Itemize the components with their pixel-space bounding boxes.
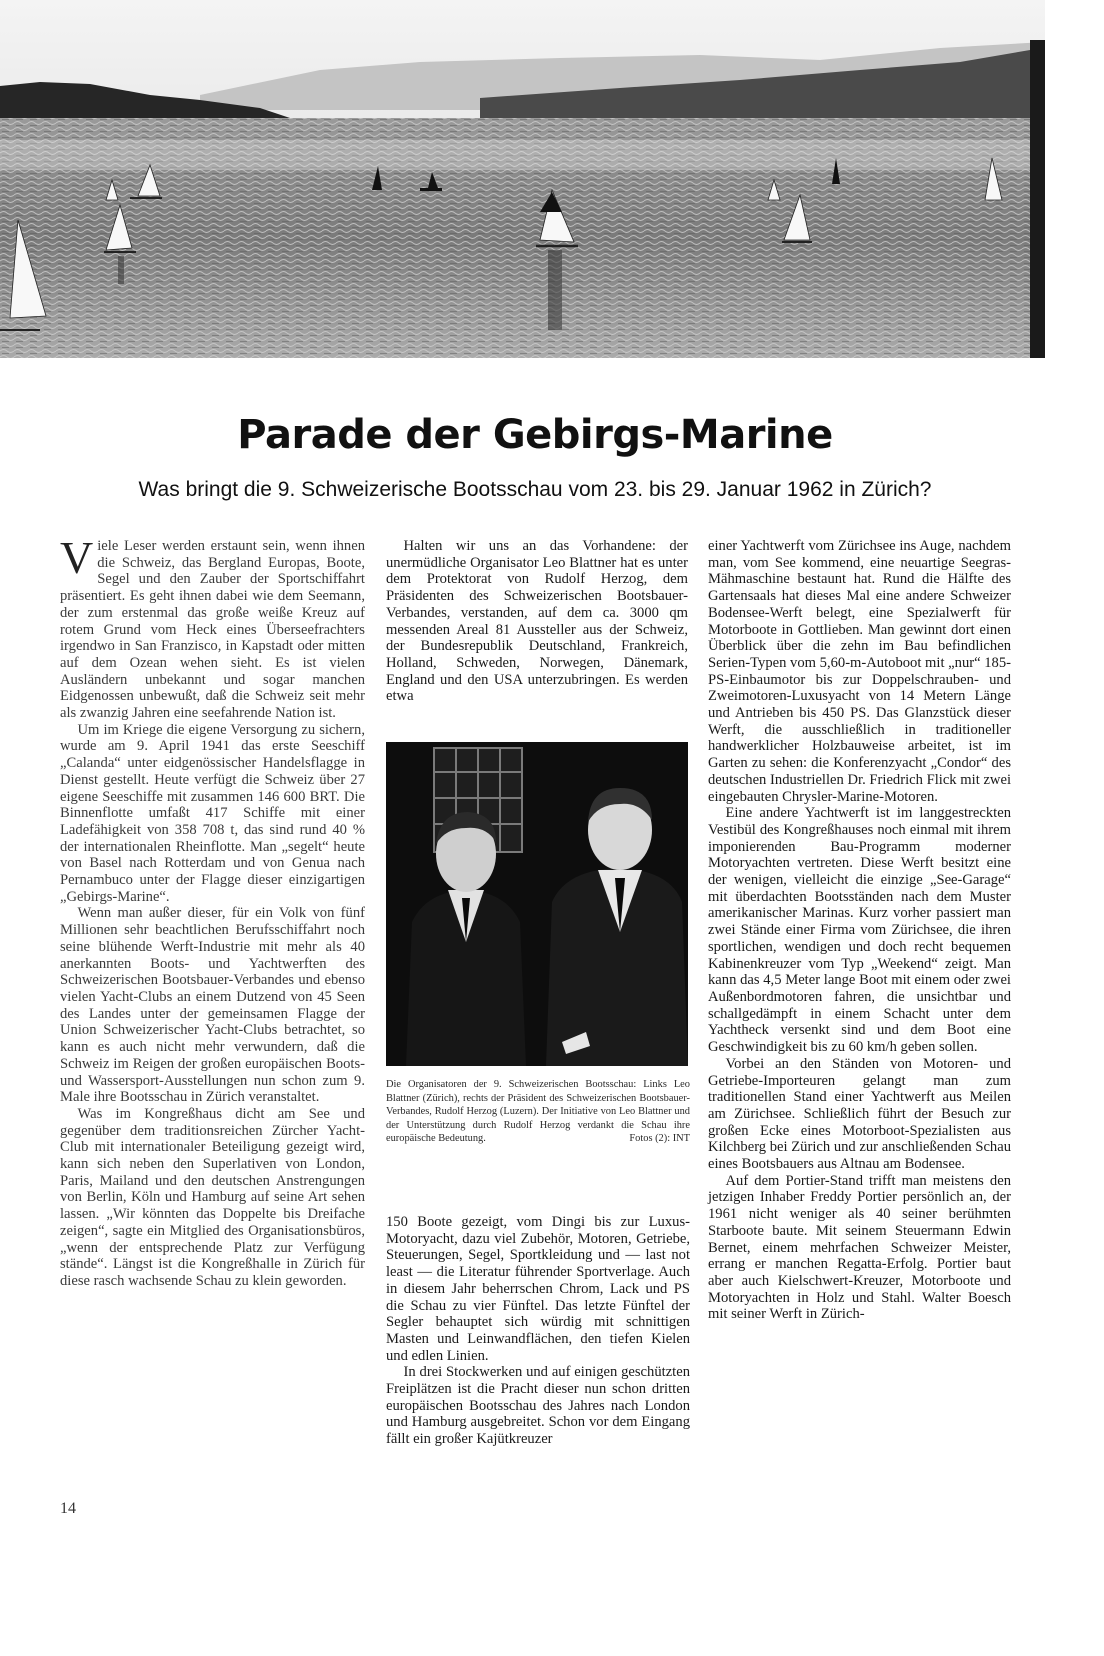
paragraph: einer Yachtwerft vom Zürichsee ins Auge, nachdem man, vom See kommend, eine neuartige Seegras-Mähmaschine bestaunt hat. Rund die Hälfte des Gartensaals hat dieses Mal eine andere Schweizer Bodensee-Werft belegt, eine Spezialwerft für Motorboote in Gottlieben. Man gewinnt dort einen Überblick über die zehn im Bau befindlichen Serien-Typen vom 5,60-m-Autoboot mit „nur“ 185-PS-Einbaumotor bis zur Doppelschrauben- und Zweimotoren-Luxusyacht von 14 Metern Länge und Antrieben bis 450 PS. Das Glanzstück dieser Werft, die ausschließlich in traditioneller handwerklicher Holzbauweise arbeitet, ist im Garten zu sehen: die Konferenzyacht „Condor“ des deutschen Industriellen Dr. Friedrich Flick mit zwei eingebauten Chrysler-Marine-Motoren. bbox=[708, 538, 1011, 805]
organizers-photo bbox=[386, 742, 688, 1066]
photo-caption: Die Organisatoren der 9. Schweizerischen Bootsschau: Links Leo Blattner (Zürich), rechts der Präsident des Schweizerischen Bootsbauer-Verbandes, Rudolf Herzog (Luzern). Der Initiative von Leo Blattner und der Unterstützung durch Rudolf Herzog verdankt die Schau ihre europäische Bedeutung. Fotos (2): INT bbox=[386, 1079, 690, 1145]
headline: Parade der Gebirgs-Marine bbox=[237, 412, 833, 458]
paragraph: Wenn man außer dieser, für ein Volk von fünf Millionen sehr beachtlichen Berufsschiffahrt noch seine blühende Werft-Industrie mit mehr als 40 anerkannten Boots- und Yachtwerften des Schweizerischen Bootsbauer-Verbandes und ebenso vielen Yacht-Clubs an einem Dutzend von 45 Seen des Landes unter der gemeinsamen Flagge der Union Schweizerischer Yacht-Clubs betrachtet, so kann es auch nicht mehr verwundern, daß die Schweiz im Reigen der großen europäischen Boots- und Wassersport-Ausstellungen nun schon zum 9. Male ihre Bootsschau in Zürich veranstaltet. bbox=[60, 905, 365, 1106]
lake-sailboats-photo bbox=[0, 0, 1045, 358]
article-column-3 bbox=[708, 538, 1011, 1323]
article-column-2-bottom bbox=[386, 1214, 690, 1448]
paragraph: Vorbei an den Ständen von Motoren- und Getriebe-Importeuren gelangt man zum traditionellen Stand einer Yachtwerft aus Meilen am Zürichsee. Schließlich führt der Besuch zur großen Ecke eines Motorboot-Spezialisten aus Kilchberg bei Zürich und zur anschließenden Schau eines Bootsbauers aus Altnau am Bodensee. bbox=[708, 1055, 1011, 1173]
photo-credit: Fotos (2): INT bbox=[629, 1133, 690, 1145]
paragraph: Halten wir uns an das Vorhandene: der unermüdliche Organisator Leo Blattner hat es unter dem Protektorat von Rudolf Herzog, dem Präsidenten des Schweizerischen Bootsbauer-Verbandes, verstanden, auf dem ca. 3000 qm messenden Areal 81 Aussteller aus der Schweiz, der Bundesrepublik Deutschland, Frankreich, Holland, Schweden, Norwegen, Dänemark, England und den USA unterzubringen. Es werden etwa bbox=[386, 538, 688, 705]
paragraph: Was im Kongreßhaus dicht am See und gegenüber dem traditionsreichen Zürcher Yacht-Club mit internationaler Beteiligung gezeigt wird, kann sich neben den Superlativen von London, Paris, Mailand und den deutschen Anstrengungen von Berlin, Köln und Hamburg auf seine Art sehen lassen. „Wir könnten das Doppelte bis Dreifache zeigen“, sagte ein Mitglied des Organisationsbüros, „wenn der entsprechende Platz zur Verfügung stände“. Längst ist die Kongreßhalle in Zürich für diese rasch wachsende Schau zu klein geworden. bbox=[60, 1105, 365, 1289]
article-column-2-top bbox=[386, 538, 688, 705]
paragraph: Viele Leser werden erstaunt sein, wenn ihnen die Schweiz, das Bergland Europas, Boote, Segel und den Zauber der Sportschiffahrt präsentiert. Es geht ihnen dabei wie dem Seemann, der zum erstenmal das große weiße Kreuz auf rotem Grund vom Heck eines Überseefrachters irgendwo in San Franzisco, in Kapstadt oder mitten auf dem Ozean wehen sieht. Es ist vielen Ausländern unbekannt und sogar manchen Eidgenossen unbewußt, daß die Schweiz seit mehr als zwanzig Jahren eine seefahrende Nation ist. bbox=[60, 532, 365, 722]
paragraph: Um im Kriege die eigene Versorgung zu sichern, wurde am 9. April 1941 das erste Seeschiff „Calanda“ unter eidgenössischer Handelsflagge in Dienst gestellt. Heute verfügt die Schweiz über 27 eigene Seeschiffe mit zusammen 146 600 BRT. Die Binnenflotte umfaßt 417 Schiffe mit einer Ladefähigkeit von 358 708 t, das sind rund 40 % der internationalen Rheinflotte. Man „segelt“ heute von Basel nach Rotterdam und von Genua nach Pernambuco unter der Flagge dieser einzigartigen „Gebirgs-Marine“. bbox=[60, 721, 365, 905]
paragraph: 150 Boote gezeigt, vom Dingi bis zur Luxus-Motoryacht, dazu viel Zubehör, Motoren, Getriebe, Steuerungen, Segel, Sportkleidung und — last not least — die Literatur führender Sportverlage. Auch in diesem Jahr beherrschen Chrom, Lack und PS die Schau zu vier Fünftel. Das letzte Fünftel der Segler behauptet sich würdig mit schnittigen Masten und Leinwandflächen, den tiefen Kielen und edlen Linien. bbox=[386, 1214, 690, 1364]
paragraph: In drei Stockwerken und auf einigen geschützten Freiplätzen ist die Pracht dieser nun schon dritten europäischen Bootsschau des Jahres nach London und Hamburg ausgebreitet. Schon vor dem Eingang fällt ein großer Kajütkreuzer bbox=[386, 1364, 690, 1448]
subheadline: Was bringt die 9. Schweizerische Bootsschau vom 23. bis 29. Januar 1962 in Zürich? bbox=[138, 478, 932, 501]
paragraph: Eine andere Yachtwerft ist im langgestreckten Vestibül des Kongreßhauses noch einmal mit ihrem imponierenden Bau-Programm moderner Motoryachten vertreten. Diese Werft besitzt eine der wenigen, vielleicht die einzige „See-Garage“ mit überdachten Bootsständen nach dem Muster amerikanischer Marinas. Kurz vorher passiert man zwei Stände einer Firma vom Zürichsee, die ihren sportlichen, wendigen und doch recht bequemen Kabinenkreuzer vom Typ „Weekend“ zeigt. Man kann das 4,5 Meter lange Boot mit einem oder zwei Außenbordmotoren fahren, die unsichtbar und schallgedämpft in einem Schacht unter dem Yachtheck versenkt sind und dem Boot eine Geschwindigkeit bis zu 60 km/h geben sollen. bbox=[708, 805, 1011, 1056]
page-number: 14 bbox=[60, 1500, 76, 1517]
paragraph: Auf dem Portier-Stand trifft man meistens den jetzigen Inhaber Freddy Portier persönlich an, der 1961 nicht weniger als 40 seiner berühmten Starboote baute. Mit seinem Steuermann Edwin Bernet, einem mehrfachen Schweizer Meister, errang er manchen Regatta-Erfolg. Portier baut aber auch Kielschwert-Kreuzer, Motorboote und Motoryachten in Holz und Stahl. Walter Boesch mit seiner Werft in Zürich- bbox=[708, 1172, 1011, 1323]
article-column-1 bbox=[60, 532, 365, 1290]
drop-cap: V bbox=[60, 532, 94, 583]
